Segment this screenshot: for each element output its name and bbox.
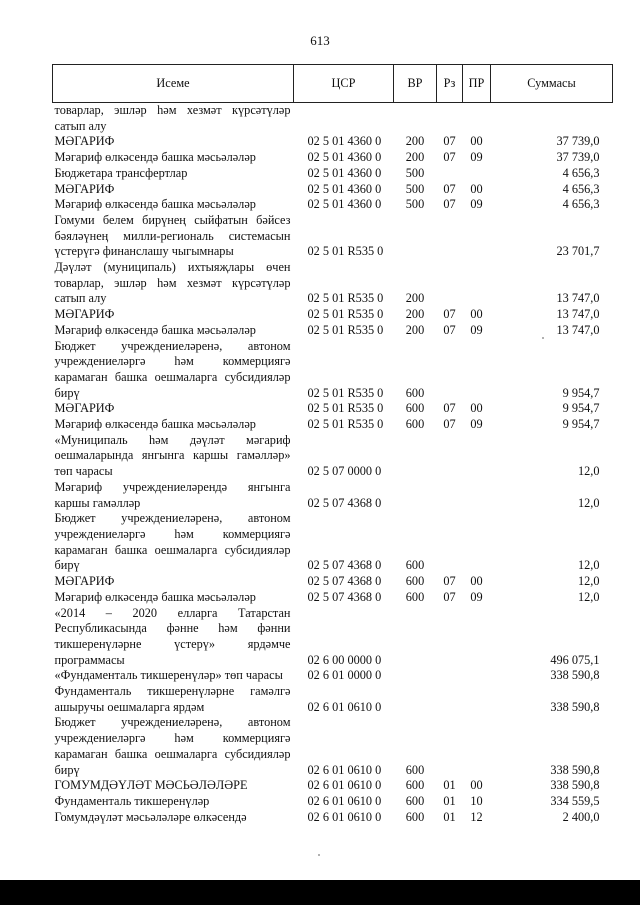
- cell-sum: 12,0: [577, 464, 600, 479]
- cell-name: ГОМУМДӘҮЛӘТ МӘСЬӘЛӘЛӘРЕ: [54, 778, 248, 793]
- table-row: [53, 401, 613, 417]
- cell-csr: 02 5 01 4360 0: [307, 181, 382, 196]
- cell-vr: 600: [405, 558, 425, 573]
- cell-pr: 00: [470, 134, 483, 149]
- cell-rz: [437, 684, 463, 715]
- cell-sum: 338 590,8: [550, 699, 600, 714]
- cell-sum: 2 400,0: [562, 809, 600, 824]
- cell-rz: [437, 715, 463, 778]
- cell-rz: [437, 213, 463, 260]
- cell-rz: 07: [443, 417, 456, 432]
- cell-rz: [437, 668, 463, 684]
- cell-csr: 02 6 01 0610 0: [307, 809, 382, 824]
- cell-csr: 02 5 07 4368 0: [307, 495, 382, 510]
- cell-vr: [394, 480, 437, 511]
- cell-pr: [463, 684, 491, 715]
- table-row: [53, 480, 613, 511]
- cell-csr: 02 5 01 4360 0: [307, 134, 382, 149]
- cell-name: «Муниципаль һәм дәүләт мәгариф оешмаларында янгынга каршы гамәлләр» төп чарасы: [54, 432, 291, 479]
- cell-sum: 12,0: [577, 589, 600, 604]
- cell-pr: [463, 606, 491, 669]
- cell-name: Мәгариф өлкәсендә башка мәсьәләләр: [54, 197, 256, 212]
- cell-sum: 338 590,8: [550, 778, 600, 793]
- header-csr: ЦСР: [294, 65, 394, 103]
- cell-vr: 600: [405, 417, 425, 432]
- table-row: [53, 417, 613, 433]
- cell-rz: 07: [443, 150, 456, 165]
- cell-vr: [394, 433, 437, 480]
- cell-csr: 02 5 01 4360 0: [307, 197, 382, 212]
- cell-vr: [394, 606, 437, 669]
- cell-csr: 02 5 01 R535 0: [307, 307, 384, 322]
- cell-csr: 02 5 01 4360 0: [307, 150, 382, 165]
- cell-sum: 13 747,0: [556, 291, 600, 306]
- page-number: 613: [310, 33, 330, 48]
- cell-sum: 37 739,0: [556, 134, 600, 149]
- cell-pr: [463, 511, 491, 574]
- cell-csr: 02 5 07 4368 0: [307, 574, 382, 589]
- table-header: [53, 65, 613, 103]
- cell-csr: 02 6 01 0000 0: [307, 668, 382, 683]
- table-row: [53, 307, 613, 323]
- table-row: [53, 794, 613, 810]
- cell-csr: 02 5 07 4368 0: [307, 558, 382, 573]
- cell-pr: 10: [470, 793, 483, 808]
- table-row: [53, 197, 613, 213]
- cell-pr: 09: [470, 197, 483, 212]
- table-row: [53, 323, 613, 339]
- cell-name: Мәгариф өлкәсендә башка мәсьәләләр: [54, 150, 256, 165]
- cell-rz: [437, 480, 463, 511]
- cell-pr: [463, 668, 491, 684]
- cell-sum: 12,0: [577, 558, 600, 573]
- cell-rz: [437, 166, 463, 182]
- cell-rz: 07: [443, 322, 456, 337]
- cell-csr: 02 5 01 R535 0: [307, 385, 384, 400]
- cell-pr: [463, 260, 491, 307]
- cell-name: Гомуми белем бирүнең сыйфатын бәйсез бәяләүнең милли-региональ системасын үстерүгә финанслашу чыгымнары: [54, 212, 291, 259]
- cell-pr: 00: [470, 181, 483, 196]
- table-row: [53, 260, 613, 307]
- cell-sum: 4 656,3: [562, 165, 600, 180]
- cell-sum: 4 656,3: [562, 181, 600, 196]
- cell-rz: 07: [443, 307, 456, 322]
- table-row: [53, 433, 613, 480]
- cell-sum: 338 590,8: [550, 762, 600, 777]
- cell-pr: 00: [470, 401, 483, 416]
- cell-pr: 00: [470, 307, 483, 322]
- table-row: [53, 684, 613, 715]
- cell-rz: 07: [443, 197, 456, 212]
- cell-name: Гомумдәүләт мәсьәләләре өлкәсендә: [54, 809, 247, 824]
- cell-name: Дәүләт (муниципаль) ихтыяҗлары өчен товарлар, эшләр һәм хезмәт күрсәтүләр сатып алу: [54, 260, 291, 306]
- cell-sum: 496 075,1: [550, 652, 600, 667]
- cell-name: Мәгариф учреждениеләрендә янгынга каршы гамәлләр: [54, 479, 291, 510]
- cell-csr: 02 5 01 4360 0: [307, 165, 382, 180]
- cell-pr: 09: [470, 150, 483, 165]
- cell-vr: 600: [405, 793, 425, 808]
- cell-pr: [463, 715, 491, 778]
- cell-csr: [294, 103, 394, 135]
- cell-csr: 02 6 01 0610 0: [307, 762, 382, 777]
- cell-rz: [437, 103, 463, 135]
- cell-name: Фундаменталь тикшеренүләр: [54, 793, 210, 808]
- table-row: [53, 715, 613, 778]
- cell-sum: 37 739,0: [556, 150, 600, 165]
- table-row: [53, 339, 613, 402]
- cell-vr: 600: [405, 401, 425, 416]
- cell-csr: 02 6 00 0000 0: [307, 652, 382, 667]
- table-row: [53, 778, 613, 794]
- table-row: [53, 810, 613, 826]
- cell-pr: [463, 103, 491, 135]
- header-pr: ПР: [463, 65, 491, 103]
- cell-name: Бюджет учреждениеләренә, автоном учреждениеләргә һәм коммерциягә карамаган башка оешмаларга субсидияләр бирү: [54, 511, 291, 573]
- cell-name: Фундаменталь тикшеренүләрне гамәлгә ашыручы оешмаларга ярдәм: [54, 684, 291, 714]
- cell-name: МӘГАРИФ: [54, 134, 115, 149]
- cell-vr: 600: [405, 385, 425, 400]
- cell-vr: 200: [405, 322, 425, 337]
- cell-vr: [394, 684, 437, 715]
- table-row: [53, 511, 613, 574]
- cell-name: Бюджетара трансфертлар: [54, 165, 188, 180]
- cell-vr: 200: [405, 134, 425, 149]
- cell-sum: 4 656,3: [562, 197, 600, 212]
- cell-vr: 200: [405, 150, 425, 165]
- cell-rz: 07: [443, 134, 456, 149]
- cell-csr: 02 5 01 R535 0: [307, 244, 384, 259]
- cell-csr: 02 5 07 4368 0: [307, 589, 382, 604]
- cell-rz: 07: [443, 181, 456, 196]
- table-body: [53, 103, 613, 826]
- cell-vr: 200: [405, 307, 425, 322]
- cell-vr: [394, 213, 437, 260]
- cell-vr: 600: [405, 809, 425, 824]
- header-sum: Суммасы: [491, 65, 613, 103]
- cell-rz: 01: [443, 793, 456, 808]
- cell-vr: [394, 103, 437, 135]
- cell-pr: [463, 213, 491, 260]
- cell-name: МӘГАРИФ: [54, 307, 115, 322]
- cell-vr: 500: [405, 197, 425, 212]
- cell-name: Мәгариф өлкәсендә башка мәсьәләләр: [54, 417, 256, 432]
- scan-speck: [542, 337, 544, 339]
- cell-name: МӘГАРИФ: [54, 181, 115, 196]
- cell-name: Бюджет учреждениеләренә, автоном учреждениеләргә һәм коммерциягә карамаган башка оешмаларга субсидияләр бирү: [54, 715, 291, 777]
- cell-vr: 600: [405, 778, 425, 793]
- cell-rz: 07: [443, 589, 456, 604]
- cell-pr: 09: [470, 417, 483, 432]
- cell-rz: [437, 606, 463, 669]
- cell-sum: 13 747,0: [556, 307, 600, 322]
- cell-name: «Фундаменталь тикшеренүләр» төп чарасы: [54, 668, 283, 683]
- cell-name: Бюджет учреждениеләренә, автоном учреждениеләргә һәм коммерциягә карамаган башка оешмаларга субсидияләр бирү: [54, 338, 291, 400]
- cell-sum: 334 559,5: [550, 793, 600, 808]
- cell-name: Мәгариф өлкәсендә башка мәсьәләләр: [54, 589, 256, 604]
- cell-vr: 600: [405, 589, 425, 604]
- cell-csr: 02 5 01 R535 0: [307, 322, 384, 337]
- cell-csr: 02 6 01 0610 0: [307, 793, 382, 808]
- cell-rz: [437, 433, 463, 480]
- cell-csr: 02 5 01 R535 0: [307, 291, 384, 306]
- cell-pr: [463, 339, 491, 402]
- table-row: [53, 166, 613, 182]
- cell-sum: 23 701,7: [556, 244, 600, 259]
- scan-speck: [318, 854, 320, 856]
- cell-sum: 12,0: [577, 574, 600, 589]
- table-row: [53, 590, 613, 606]
- cell-pr: [463, 166, 491, 182]
- cell-rz: [437, 511, 463, 574]
- cell-csr: 02 6 01 0610 0: [307, 699, 382, 714]
- table-row: [53, 134, 613, 150]
- cell-name: МӘГАРИФ: [54, 401, 115, 416]
- table-row: [53, 182, 613, 198]
- cell-sum: 9 954,7: [562, 385, 600, 400]
- cell-csr: 02 6 01 0610 0: [307, 778, 382, 793]
- cell-csr: 02 5 07 0000 0: [307, 464, 382, 479]
- cell-sum: [491, 103, 613, 135]
- cell-pr: 12: [470, 809, 483, 824]
- cell-vr: 500: [405, 181, 425, 196]
- header-vr: ВР: [394, 65, 437, 103]
- header-name: Исеме: [53, 65, 294, 103]
- cell-rz: 07: [443, 574, 456, 589]
- cell-sum: 9 954,7: [562, 401, 600, 416]
- cell-sum: 338 590,8: [550, 668, 600, 683]
- cell-sum: 12,0: [577, 495, 600, 510]
- cell-name: «2014 – 2020 елларга Татарстан Республикасында фәнне һәм фәнни тикшеренүләрне үстерү» ярдәмче программасы: [54, 605, 291, 667]
- cell-pr: 09: [470, 322, 483, 337]
- table-row: [53, 668, 613, 684]
- cell-name: МӘГАРИФ: [54, 574, 115, 589]
- cell-vr: 600: [405, 574, 425, 589]
- table-row: [53, 213, 613, 260]
- cell-pr: [463, 433, 491, 480]
- cell-pr: 09: [470, 589, 483, 604]
- cell-rz: 01: [443, 778, 456, 793]
- table-row: [53, 103, 613, 135]
- table-row: [53, 606, 613, 669]
- table-row: [53, 150, 613, 166]
- cell-csr: 02 5 01 R535 0: [307, 417, 384, 432]
- cell-sum: 9 954,7: [562, 417, 600, 432]
- cell-pr: 00: [470, 778, 483, 793]
- cell-name: Мәгариф өлкәсендә башка мәсьәләләр: [54, 322, 256, 337]
- cell-vr: [394, 668, 437, 684]
- cell-rz: [437, 339, 463, 402]
- cell-pr: [463, 480, 491, 511]
- cell-pr: 00: [470, 574, 483, 589]
- cell-sum: 13 747,0: [556, 322, 600, 337]
- cell-rz: [437, 260, 463, 307]
- cell-rz: 01: [443, 809, 456, 824]
- cell-name: товарлар, эшләр һәм хезмәт күрсәтүләр сатып алу: [54, 103, 291, 133]
- table-row: [53, 574, 613, 590]
- budget-table: [52, 64, 613, 825]
- header-rz: Рз: [437, 65, 463, 103]
- cell-csr: 02 5 01 R535 0: [307, 401, 384, 416]
- cell-rz: 07: [443, 401, 456, 416]
- cell-vr: 600: [405, 762, 425, 777]
- cell-vr: 200: [405, 291, 425, 306]
- scan-edge-bar: [0, 880, 640, 905]
- cell-vr: 500: [405, 165, 425, 180]
